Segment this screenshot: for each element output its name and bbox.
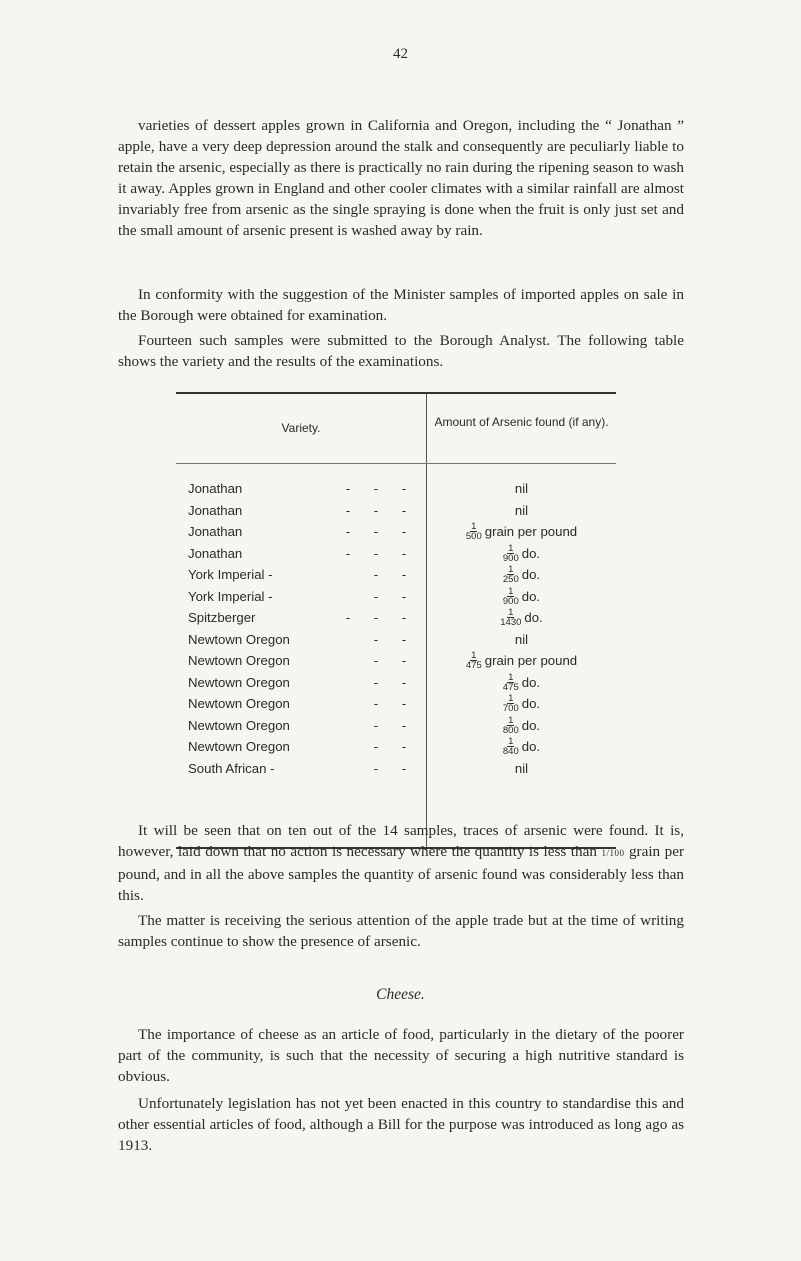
cell-amount xyxy=(427,607,616,628)
header-variety: Variety. xyxy=(281,421,321,435)
leader-dash: - xyxy=(401,567,407,582)
leader-dashes xyxy=(334,650,418,671)
table-row xyxy=(176,543,616,564)
cell-variety: Spitzberger xyxy=(188,610,256,625)
amount-text: nil xyxy=(514,481,529,496)
paragraph-borough-analyst: Fourteen such samples were submitted to the Borough Analyst. The following table shows the variety and the results of the examinations. xyxy=(118,332,684,370)
cell-amount xyxy=(427,672,616,693)
leader-dash: - xyxy=(373,524,379,539)
fraction xyxy=(503,587,519,606)
leader-dash: - xyxy=(373,481,379,496)
amount-text: do. xyxy=(521,545,541,561)
fraction-denominator: 900 xyxy=(502,552,519,564)
leader-dash: - xyxy=(401,717,407,733)
page-number: 42 xyxy=(393,46,408,62)
leader-dashes xyxy=(334,629,418,650)
cell-variety: Newtown Oregon xyxy=(188,696,290,711)
table-row xyxy=(176,715,616,736)
leader-dash: - xyxy=(401,610,407,625)
cell-amount xyxy=(427,736,616,757)
table-row xyxy=(176,478,616,499)
cell-variety: Jonathan xyxy=(188,502,243,518)
p4-text-after: grain per pound, and in all the above samples the quantity of arsenic found was considerably less than this. xyxy=(118,843,685,904)
amount-text: nil xyxy=(514,631,529,647)
cell-variety: Jonathan xyxy=(188,524,243,539)
table-row xyxy=(176,586,616,607)
cell-amount xyxy=(427,693,616,714)
leader-dash: - xyxy=(373,760,379,776)
leader-dash: - xyxy=(373,567,379,582)
cell-variety: Newtown Oregon xyxy=(188,717,290,733)
leader-dashes xyxy=(334,693,418,714)
leader-dash: - xyxy=(373,739,379,754)
amount-text: do. xyxy=(521,588,541,604)
header-amount-of-arsenic: Amount of Arsenic found (if any). xyxy=(434,415,609,429)
leader-dashes xyxy=(334,564,418,585)
fraction-numerator: 1 xyxy=(471,521,477,532)
fraction-denominator: 500 xyxy=(465,531,482,542)
leader-dash: - xyxy=(373,545,379,561)
leader-dashes xyxy=(334,478,418,499)
leader-dash: - xyxy=(373,717,379,733)
cell-variety: York Imperial - xyxy=(188,567,273,582)
leader-dash: - xyxy=(373,696,379,711)
leader-dash: - xyxy=(401,739,407,754)
cell-variety: Newtown Oregon xyxy=(188,674,290,690)
amount-text: nil xyxy=(514,760,529,776)
cell-amount xyxy=(427,521,616,542)
leader-dashes xyxy=(334,543,418,564)
leader-dash: - xyxy=(345,502,351,518)
table-row xyxy=(176,629,616,650)
fraction-numerator: 1 xyxy=(508,714,514,726)
leader-dash: - xyxy=(373,653,379,668)
fraction xyxy=(503,544,519,563)
leader-dash: - xyxy=(373,610,379,625)
leader-dash: - xyxy=(401,760,407,776)
fraction-numerator: 1 xyxy=(508,607,514,618)
table-row xyxy=(176,672,616,693)
cell-amount xyxy=(427,758,616,779)
leader-dashes xyxy=(334,736,418,757)
fraction-denominator: 1430 xyxy=(500,617,522,628)
cell-variety: Jonathan xyxy=(188,481,243,496)
fraction-numerator: 1 xyxy=(508,693,514,704)
leader-dashes xyxy=(334,607,418,628)
leader-dash: - xyxy=(401,545,407,561)
leader-dash: - xyxy=(345,545,351,561)
leader-dash: - xyxy=(401,653,407,668)
fraction-denominator: 475 xyxy=(465,660,482,671)
fraction-denominator: 900 xyxy=(502,595,519,607)
table-row xyxy=(176,758,616,779)
cell-amount xyxy=(427,629,616,650)
fraction-denominator: 800 xyxy=(502,724,519,736)
fraction-numerator: 1 xyxy=(508,564,514,575)
paragraph-minister-suggestion: In conformity with the suggestion of the Minister samples of imported apples on sale in the Borough were obtained for examination. xyxy=(118,286,684,324)
table-row xyxy=(176,693,616,714)
leader-dash: - xyxy=(401,524,407,539)
leader-dashes xyxy=(334,586,418,607)
fraction-numerator: 1 xyxy=(508,736,514,747)
section-heading-cheese: Cheese. xyxy=(376,986,425,1003)
cell-amount xyxy=(427,564,616,585)
fraction-numerator: 1 xyxy=(508,585,514,597)
amount-text: do. xyxy=(521,674,541,690)
amount-text: do. xyxy=(524,610,543,625)
cell-amount xyxy=(427,478,616,499)
cell-variety: Newtown Oregon xyxy=(188,739,290,754)
table-row xyxy=(176,607,616,628)
fraction-denominator: 700 xyxy=(502,703,519,714)
amount-text: grain per pound xyxy=(484,653,578,668)
cell-variety: Jonathan xyxy=(188,545,243,561)
table-row xyxy=(176,500,616,521)
fraction-numerator: 1 xyxy=(508,542,514,554)
amount-text: do. xyxy=(521,696,541,711)
leader-dashes xyxy=(334,672,418,693)
leader-dash: - xyxy=(345,481,351,496)
cell-variety: Newtown Oregon xyxy=(188,631,290,647)
paragraph-legislation: Unfortunately legislation has not yet been enacted in this country to standardise this and other essential articles of food, although a Bill for the purpose was introduced as long ago as 1913. xyxy=(118,1095,684,1154)
inline-fraction: 1/100 xyxy=(601,848,625,858)
leader-dash: - xyxy=(401,588,407,604)
leader-dash: - xyxy=(345,610,351,625)
table-row xyxy=(176,650,616,671)
p4-text-before: It will be seen that on ten out of the 14 samples, traces of arsenic were found. It is, however, laid down that no action is necessary where the quantity is less than xyxy=(118,822,684,860)
table-row xyxy=(176,521,616,542)
cell-amount xyxy=(427,500,616,521)
amount-text: grain per pound xyxy=(484,524,578,539)
table-top-rule xyxy=(176,392,616,394)
leader-dashes xyxy=(334,715,418,736)
paragraph-apple-varieties: varieties of dessert apples grown in California and Oregon, including the “ Jonathan ” apple, have a very deep depression around the stalk and consequently are peculiarly liable to retain the arsenic, especially as there is practically no rain during the ripening season to wash it away. Apples grown in England and other cooler climates with a similar rainfall are almost invariably free from arsenic as the single spraying is done when the fruit is only just set and the small amount of arsenic present is washed away by rain. xyxy=(118,117,684,239)
leader-dash: - xyxy=(373,631,379,647)
amount-text: do. xyxy=(521,717,541,733)
fraction-numerator: 1 xyxy=(471,650,477,661)
leader-dash: - xyxy=(401,631,407,647)
table-row xyxy=(176,736,616,757)
table-header-rule xyxy=(176,463,616,464)
amount-text: do. xyxy=(521,739,541,754)
amount-text: nil xyxy=(514,502,529,518)
leader-dash: - xyxy=(373,674,379,690)
leader-dash: - xyxy=(401,502,407,518)
fraction xyxy=(500,608,521,627)
paragraph-ten-samples xyxy=(118,820,684,906)
cell-amount xyxy=(427,586,616,607)
leader-dash: - xyxy=(401,696,407,711)
leader-dashes xyxy=(334,521,418,542)
fraction-denominator: 250 xyxy=(502,574,519,585)
fraction xyxy=(503,694,519,713)
leader-dash: - xyxy=(401,481,407,496)
leader-dashes xyxy=(334,758,418,779)
leader-dash: - xyxy=(373,502,379,518)
fraction-denominator: 475 xyxy=(502,681,519,693)
fraction xyxy=(503,565,519,584)
paragraph-cheese-importance: The importance of cheese as an article of food, particularly in the dietary of the poorer part of the community, is such that the necessity of securing a high nutritive standard is obvious. xyxy=(118,1026,684,1085)
cell-amount xyxy=(427,650,616,671)
paragraph-apple-trade: The matter is receiving the serious attention of the apple trade but at the time of writing samples continue to show the presence of arsenic. xyxy=(118,912,684,950)
cell-variety: South African - xyxy=(188,760,275,776)
cell-amount xyxy=(427,543,616,564)
leader-dash: - xyxy=(373,588,379,604)
amount-text: do. xyxy=(521,567,541,582)
fraction-denominator: 840 xyxy=(502,746,519,757)
leader-dash: - xyxy=(345,524,351,539)
fraction xyxy=(503,673,519,692)
leader-dashes xyxy=(334,500,418,521)
cell-amount xyxy=(427,715,616,736)
fraction xyxy=(503,737,519,756)
fraction-numerator: 1 xyxy=(508,671,514,683)
leader-dash: - xyxy=(401,674,407,690)
fraction xyxy=(466,651,482,670)
table-row xyxy=(176,564,616,585)
cell-variety: York Imperial - xyxy=(188,588,273,604)
fraction xyxy=(503,716,519,735)
cell-variety: Newtown Oregon xyxy=(188,653,290,668)
fraction xyxy=(466,522,482,541)
